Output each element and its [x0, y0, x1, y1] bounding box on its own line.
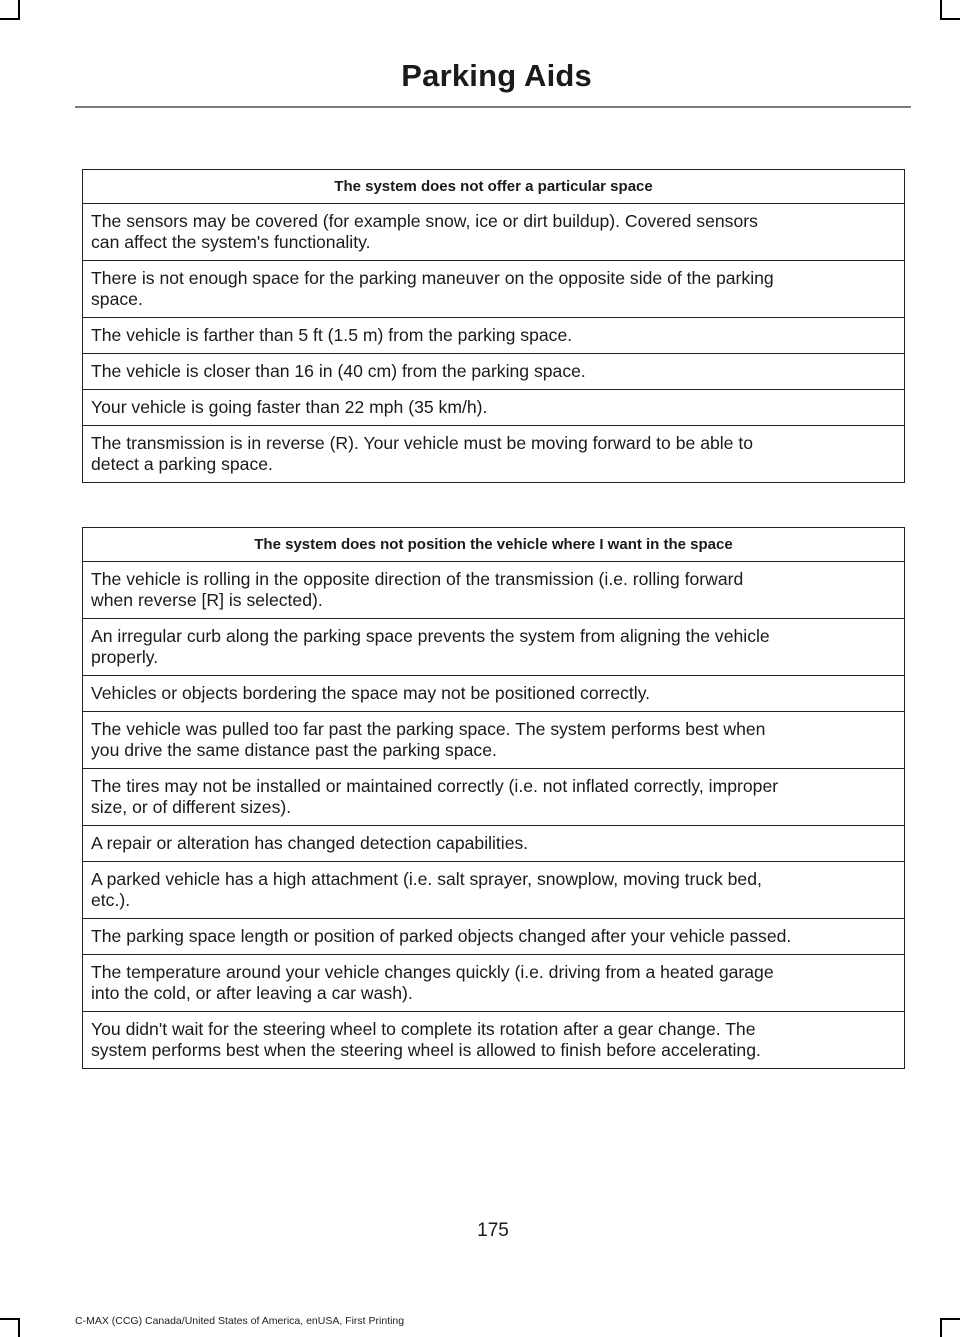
- table-row: [83, 318, 905, 354]
- table-row: [83, 619, 905, 676]
- page-title: Parking Aids: [401, 58, 592, 93]
- crop-mark-bottom-left: [0, 1318, 18, 1320]
- table-cell: There is not enough space for the parking maneuver on the opposite side of the parking space.: [83, 261, 905, 318]
- table-row: [83, 862, 905, 919]
- table-cell: The transmission is in reverse (R). Your vehicle must be moving forward to be able to detect a parking space.: [83, 426, 905, 483]
- table-row: [83, 426, 905, 483]
- table-row: [83, 919, 905, 955]
- table-cell: The vehicle was pulled too far past the parking space. The system performs best when you drive the same distance past the parking space.: [83, 712, 905, 769]
- table-row: [83, 390, 905, 426]
- crop-mark-top-left: [18, 0, 20, 20]
- crop-mark-top-right: [940, 18, 960, 20]
- crop-mark-top-right: [940, 0, 942, 20]
- table-cell: Vehicles or objects bordering the space may not be positioned correctly.: [83, 676, 905, 712]
- header-divider: [75, 106, 911, 108]
- table-row: [83, 769, 905, 826]
- table-heading: The system does not position the vehicle where I want in the space: [83, 528, 905, 562]
- page-number: 175: [477, 1220, 509, 1241]
- table-cell: A parked vehicle has a high attachment (i.e. salt sprayer, snowplow, moving truck bed, etc.).: [83, 862, 905, 919]
- crop-mark-bottom-left: [18, 1318, 20, 1337]
- table-cell: The vehicle is closer than 16 in (40 cm) from the parking space.: [83, 354, 905, 390]
- table-cell: Your vehicle is going faster than 22 mph (35 km/h).: [83, 390, 905, 426]
- table-row: [83, 562, 905, 619]
- table-heading: The system does not offer a particular space: [83, 170, 905, 204]
- table-cell: A repair or alteration has changed detection capabilities.: [83, 826, 905, 862]
- crop-mark-top-left: [0, 18, 18, 20]
- table-row: [83, 955, 905, 1012]
- no-space-offered-table: [82, 169, 905, 483]
- table-row: [83, 354, 905, 390]
- table-cell: The tires may not be installed or maintained correctly (i.e. not inflated correctly, improper size, or of different sizes).: [83, 769, 905, 826]
- table-row: [83, 1012, 905, 1069]
- table-cell: An irregular curb along the parking space prevents the system from aligning the vehicle properly.: [83, 619, 905, 676]
- crop-mark-bottom-right: [940, 1318, 960, 1320]
- table-cell: The parking space length or position of parked objects changed after your vehicle passed.: [83, 919, 905, 955]
- table-cell: The sensors may be covered (for example snow, ice or dirt buildup). Covered sensors can affect the system's functionality.: [83, 204, 905, 261]
- table-row: [83, 826, 905, 862]
- table-row: [83, 712, 905, 769]
- table-cell: The temperature around your vehicle changes quickly (i.e. driving from a heated garage into the cold, or after leaving a car wash).: [83, 955, 905, 1012]
- table-cell: The vehicle is farther than 5 ft (1.5 m) from the parking space.: [83, 318, 905, 354]
- table-row: [83, 261, 905, 318]
- table-row: [83, 204, 905, 261]
- table-cell: The vehicle is rolling in the opposite direction of the transmission (i.e. rolling forward when reverse [R] is selected).: [83, 562, 905, 619]
- table-row: [83, 676, 905, 712]
- crop-mark-bottom-right: [940, 1318, 942, 1337]
- table-cell: You didn't wait for the steering wheel to complete its rotation after a gear change. The system performs best when the steering wheel is allowed to finish before accelerating.: [83, 1012, 905, 1069]
- position-vehicle-table: [82, 527, 905, 1069]
- publication-footer: C-MAX (CCG) Canada/United States of America, enUSA, First Printing: [75, 1315, 405, 1327]
